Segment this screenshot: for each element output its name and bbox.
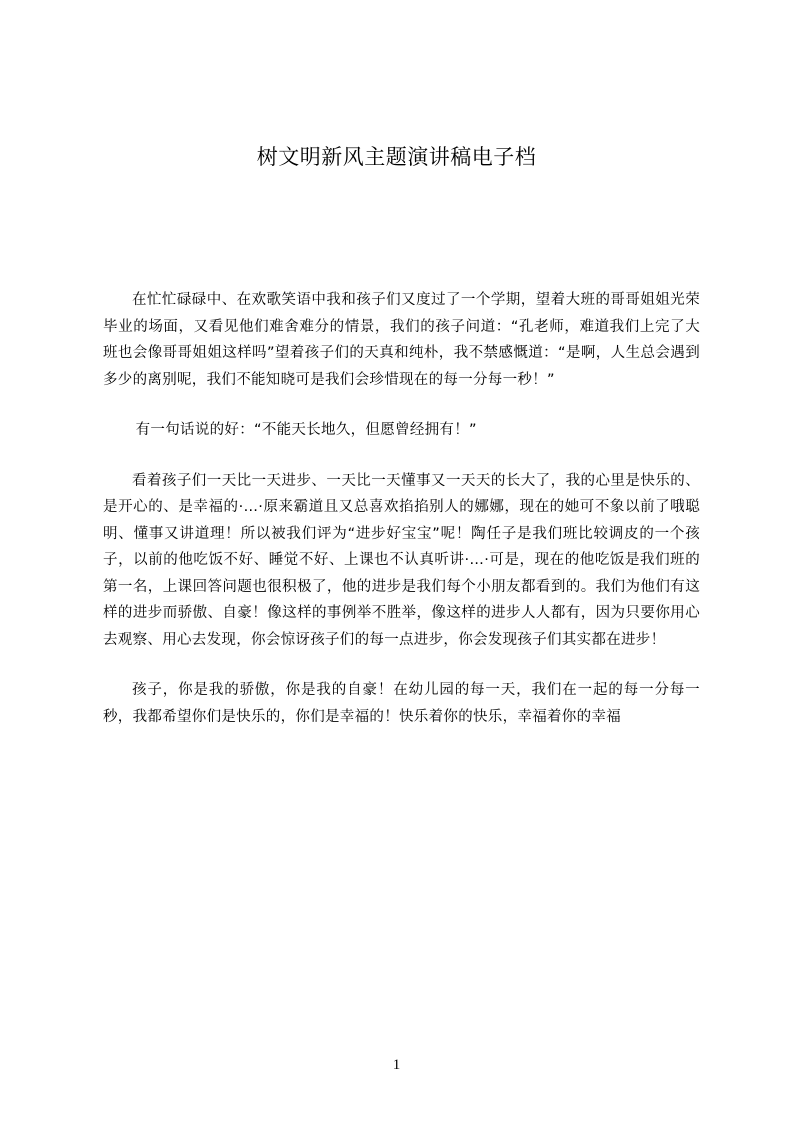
- page-number: 1: [392, 1057, 401, 1073]
- paragraph-4: 孩子，你是我的骄傲，你是我的自豪！在幼儿园的每一天，我们在一起的每一分每一秒，我都希望你们是快乐的，你们是幸福的！快乐着你的快乐，幸福着你的幸福: [103, 682, 700, 725]
- paragraph-1: 在忙忙碌碌中、在欢歌笑语中我和孩子们又度过了一个学期，望着大班的哥哥姐姐光荣毕业的场面，又看见他们难舍难分的情景，我们的孩子问道：“孔老师，难道我们上完了大班也会像哥哥姐姐这样吗”望着孩子们的天真和纯朴，我不禁感慨道：“是啊，人生总会遇到多少的离别呢，我们不能知晓可是我们会珍惜现在的每一分每一秒！”: [103, 292, 700, 388]
- document-body: [103, 287, 700, 754]
- paragraph-2: 有一句话说的好：“不能天长地久，但愿曾经拥有！”: [135, 422, 477, 438]
- paragraph-3: 看着孩子们一天比一天进步、一天比一天懂事又一天天的长大了，我的心里是快乐的、是开心的、是幸福的·…·原来霸道且又总喜欢掐掐别人的娜娜，现在的她可不象以前了哦聪明、懂事又讲道理！所以被我们评为“进步好宝宝”呢！陶任子是我们班比较调皮的一个孩子，以前的他吃饭不好、睡觉不好、上课也不认真听讲·…·可是，现在的他吃饭是我们班的第一名，上课回答问题也很积极了，他的进步是我们每个小朋友都看到的。我们为他们有这样的进步而骄傲、自豪！像这样的事例举不胜举，像这样的进步人人都有，因为只要你用心去观察、用心去发现，你会惊讶孩子们的每一点进步，你会发现孩子们其实都在进步！: [103, 472, 700, 648]
- document-title: 树文明新风主题演讲稿电子档: [256, 145, 537, 169]
